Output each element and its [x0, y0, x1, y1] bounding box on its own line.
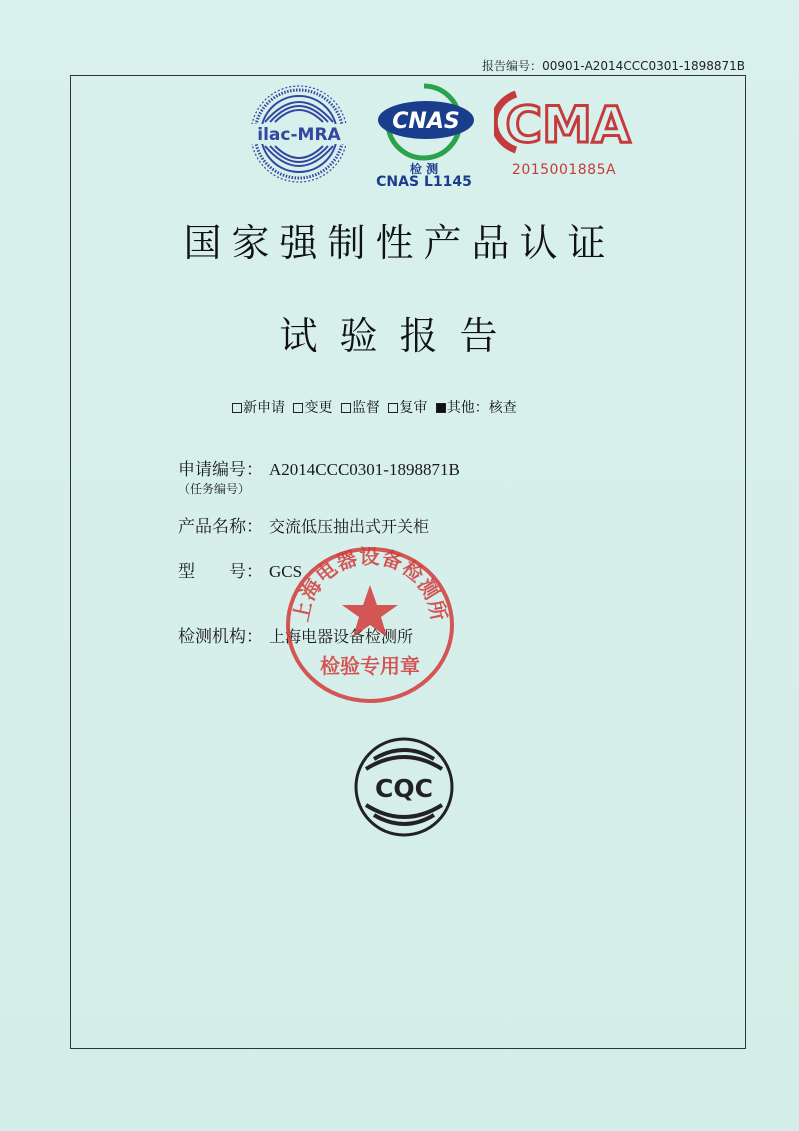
page-subtitle: 试验报告 — [279, 314, 520, 358]
option-new-application: 新申请 — [232, 400, 285, 416]
report-type-options — [232, 397, 521, 417]
checkbox-supervision — [341, 403, 351, 413]
cnas-subtitle: 检 测 — [409, 162, 439, 176]
cqc-logo-text: CQC — [375, 774, 433, 803]
report-number — [482, 57, 745, 74]
application-number-label: 申请编号： — [178, 460, 263, 480]
checkbox-change — [293, 403, 303, 413]
official-seal-icon — [284, 545, 456, 705]
checkbox-new-application — [232, 403, 242, 413]
checkbox-review — [388, 403, 398, 413]
product-name-field — [178, 512, 429, 537]
product-name-value: 交流低压抽出式开关柜 — [269, 517, 430, 536]
report-number-label: 报告编号： — [482, 59, 543, 73]
seal-outer-text: 上海电器设备检测所 — [288, 545, 452, 624]
cnas-logo-text: CNAS — [392, 109, 460, 134]
cnas-emblem-icon — [368, 82, 480, 162]
option-change: 变更 — [293, 400, 332, 416]
cma-emblem-icon — [494, 86, 634, 158]
report-number-value: 00901-A2014CCC0301-1898871B — [542, 59, 745, 73]
task-number-note: （任务编号） — [178, 482, 251, 496]
test-organization-value: 上海电器设备检测所 — [269, 627, 414, 646]
application-number-field — [178, 455, 460, 480]
cma-code: 2015001885A — [511, 162, 617, 178]
model-label: 型 号： — [178, 562, 263, 582]
cnas-code: CNAS L1145 — [376, 174, 472, 190]
ilac-logo-text: ilac-MRA — [257, 125, 341, 145]
checkbox-other — [436, 403, 446, 413]
application-number-value: A2014CCC0301-1898871B — [269, 460, 460, 479]
option-review: 复审 — [388, 400, 427, 416]
option-other: 其他：核查 — [436, 400, 517, 416]
cma-logo-text: CMA — [505, 96, 631, 154]
cma-logo — [494, 86, 634, 188]
test-organization-label: 检测机构： — [178, 627, 263, 647]
cqc-logo-icon — [352, 735, 456, 839]
option-supervision: 监督 — [341, 400, 380, 416]
product-name-label: 产品名称： — [178, 517, 263, 537]
model-value: GCS — [269, 562, 303, 581]
seal-inner-text: 检验专用章 — [320, 654, 420, 678]
page-title: 国家强制性产品认证 — [183, 221, 616, 265]
accreditation-logos — [240, 82, 640, 192]
ilac-mra-logo-icon — [240, 82, 358, 186]
cnas-logo — [368, 82, 480, 192]
